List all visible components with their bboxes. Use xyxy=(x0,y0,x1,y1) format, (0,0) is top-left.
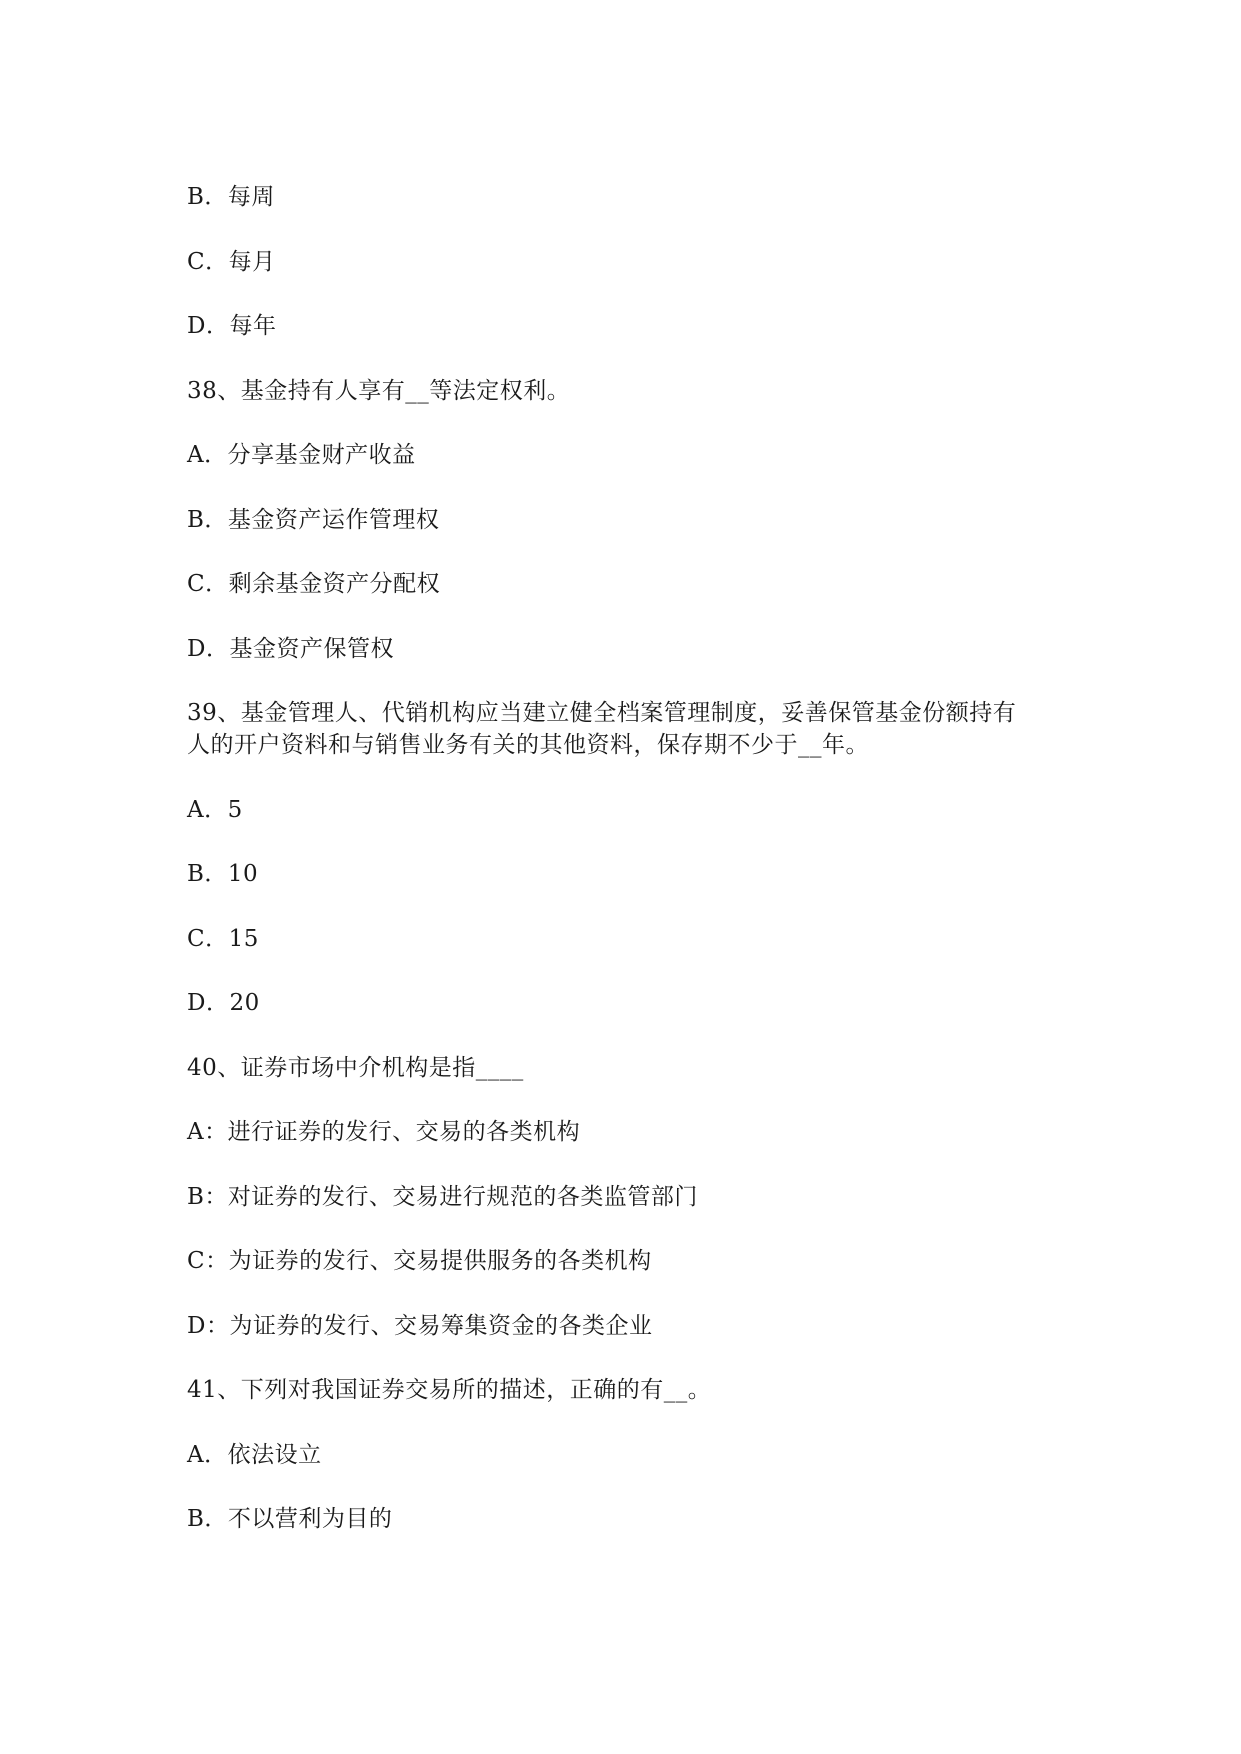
q40-option-d: D：为证券的发行、交易筹集资金的各类企业 xyxy=(187,1313,653,1339)
q41-option-a: A．依法设立 xyxy=(187,1442,322,1468)
q38-option-d: D．基金资产保管权 xyxy=(187,636,394,662)
q39-option-d: D．20 xyxy=(187,990,260,1016)
q38-question: 38、基金持有人享有__等法定权利。 xyxy=(187,378,571,404)
q38-option-b: B．基金资产运作管理权 xyxy=(187,507,440,533)
q40-question: 40、证券市场中介机构是指____ xyxy=(187,1055,524,1081)
q37-option-d: D．每年 xyxy=(187,313,277,339)
q40-option-c: C：为证券的发行、交易提供服务的各类机构 xyxy=(187,1248,652,1274)
q39-option-b: B．10 xyxy=(187,861,259,887)
q41-option-b: B．不以营利为目的 xyxy=(187,1506,393,1532)
q37-option-b: B．每周 xyxy=(187,184,275,210)
q37-option-c: C．每月 xyxy=(187,249,276,275)
q39-option-a: A．5 xyxy=(187,797,243,823)
q39-question-line-1: 39、基金管理人、代销机构应当建立健全档案管理制度，妥善保管基金份额持有 xyxy=(187,700,1017,726)
q40-option-a: A：进行证券的发行、交易的各类机构 xyxy=(187,1119,581,1145)
q39-option-c: C．15 xyxy=(187,926,259,952)
q38-option-a: A．分享基金财产收益 xyxy=(187,442,416,468)
q40-option-b: B：对证券的发行、交易进行规范的各类监管部门 xyxy=(187,1184,698,1210)
q39-question-line-2: 人的开户资料和与销售业务有关的其他资料，保存期不少于__年。 xyxy=(187,732,869,758)
q41-question: 41、下列对我国证券交易所的描述，正确的有__。 xyxy=(187,1377,712,1403)
q38-option-c: C．剩余基金资产分配权 xyxy=(187,571,441,597)
